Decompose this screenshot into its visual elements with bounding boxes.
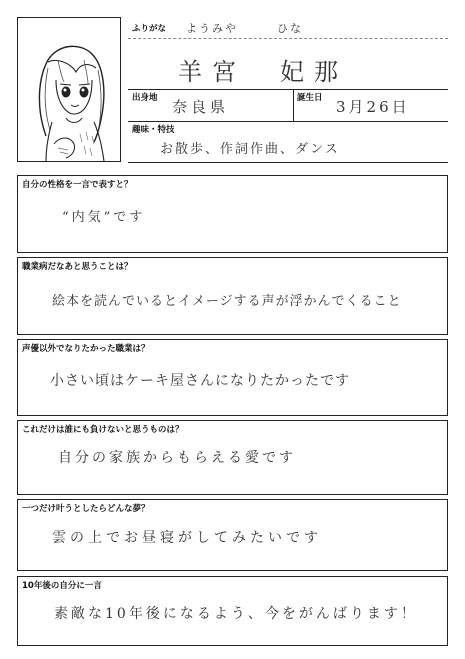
question-label: 職業病だなあと思うことは？ <box>22 262 133 272</box>
question-label: 一つだけ叶うとしたらどんな夢？ <box>22 504 150 514</box>
question-box <box>17 499 448 571</box>
hobbies-label: 趣味・特技 <box>132 125 175 135</box>
answer-text: 雲の上でお昼寝がしてみたいです <box>52 530 322 546</box>
birthday-value: 3月26日 <box>336 98 410 116</box>
question-box <box>17 257 448 335</box>
question-box <box>17 339 448 416</box>
hobbies-underline <box>128 162 448 163</box>
hobbies-value: お散歩、作詞作曲、ダンス <box>160 142 340 157</box>
question-box <box>17 576 448 646</box>
birthplace-underline <box>128 121 448 122</box>
name-underline <box>128 89 448 90</box>
furigana-divider <box>128 38 448 39</box>
question-box <box>17 420 448 495</box>
answer-text: 素敵な10年後になるよう、今をがんばります！ <box>54 606 418 622</box>
question-label: 声優以外でなりたかった職業は？ <box>22 344 150 354</box>
name-value: 羊宮 妃那 <box>178 58 348 86</box>
info-vertical-divider <box>293 89 294 121</box>
answer-text: 小さい頃はケーキ屋さんになりたかったです <box>50 373 350 389</box>
birthplace-value: 奈良県 <box>172 98 230 116</box>
answer-text: 自分の家族からもらえる愛です <box>58 450 296 466</box>
question-label: 自分の性格を一言で表すと？ <box>22 180 133 190</box>
furigana-label: ふりがな <box>132 24 167 34</box>
question-label: これだけは誰にも負けないと思うものは？ <box>22 425 184 435</box>
question-box <box>17 175 448 253</box>
birthday-label: 誕生日 <box>297 93 323 103</box>
answer-text: 絵本を読んでいるとイメージする声が浮かんでくること <box>52 294 402 309</box>
birthplace-label: 出身地 <box>132 93 158 103</box>
answer-text: “内気”です <box>62 210 146 225</box>
question-label: 10年後の自分に一言 <box>22 581 102 591</box>
portrait-box <box>17 17 121 162</box>
furigana-value: ようみや ひな <box>186 22 303 35</box>
portrait-drawing <box>18 18 120 161</box>
